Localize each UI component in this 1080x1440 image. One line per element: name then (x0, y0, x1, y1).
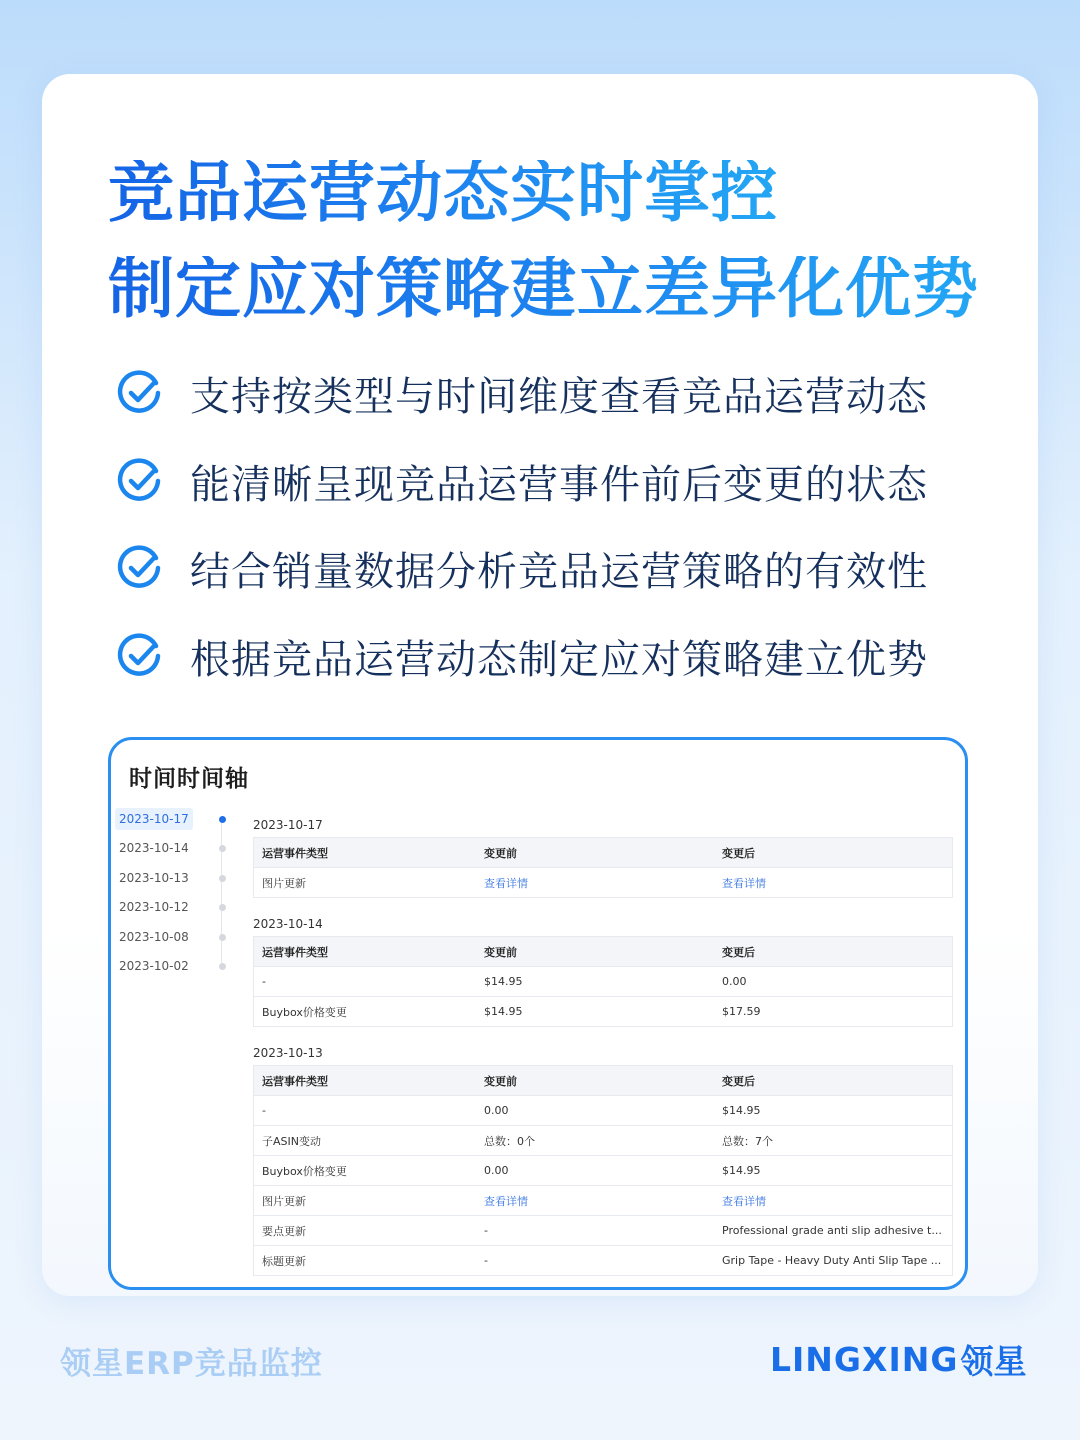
check-circle-icon (116, 369, 164, 417)
feature-text: 能清晰呈现竞品运营事件前后变更的状态 (190, 461, 928, 508)
cell-before: 0.00 (484, 1164, 509, 1177)
timeline-item-2023-10-13[interactable] (115, 867, 215, 889)
cell-type: 要点更新 (262, 1224, 306, 1238)
table-row (253, 1126, 953, 1156)
brand-logo-text-cn: 领星 (960, 1342, 1027, 1381)
headline-line-1: 竞品运营动态实时掌控 (108, 154, 778, 231)
cell-type: 标题更新 (262, 1254, 306, 1268)
footer-product-name: 领星ERP竞品监控 (60, 1346, 323, 1382)
header-before: 变更前 (484, 1074, 517, 1088)
table-header (253, 1065, 953, 1096)
timeline-item-2023-10-14[interactable] (115, 837, 215, 859)
table-row (253, 997, 953, 1027)
timeline-dot (219, 963, 226, 970)
cell-type: - (262, 1104, 266, 1117)
timeline-item-2023-10-08[interactable] (115, 926, 215, 948)
timeline-date: 2023-10-12 (119, 900, 189, 914)
header-before: 变更前 (484, 846, 517, 860)
timeline-dot (219, 845, 226, 852)
check-circle-icon (116, 544, 164, 592)
header-after: 变更后 (722, 846, 755, 860)
table-row (253, 1096, 953, 1126)
header-type: 运营事件类型 (262, 945, 328, 959)
check-circle-icon (116, 457, 164, 505)
table-row (253, 1186, 953, 1216)
timeline-date: 2023-10-17 (115, 808, 193, 830)
feature-item-1 (116, 368, 928, 418)
timeline-dot-active (219, 816, 226, 823)
timeline-item-2023-10-12[interactable] (115, 896, 215, 918)
cell-type: Buybox价格变更 (262, 1005, 347, 1019)
cell-before: $14.95 (484, 1005, 523, 1018)
cell-before: $14.95 (484, 975, 523, 988)
timeline-panel (108, 737, 968, 1290)
timeline-dot (219, 904, 226, 911)
header-type: 运营事件类型 (262, 1074, 328, 1088)
cell-type: Buybox价格变更 (262, 1164, 347, 1178)
table-row (253, 1246, 953, 1276)
table-row (253, 868, 953, 898)
cell-after: 0.00 (722, 975, 747, 988)
cell-type: 子ASIN变动 (262, 1134, 321, 1148)
feature-item-3 (116, 543, 928, 593)
header-after: 变更后 (722, 1074, 755, 1088)
brand-logo-text-en: LINGXING (770, 1340, 959, 1379)
cell-type: 图片更新 (262, 1194, 306, 1208)
cell-after: $14.95 (722, 1164, 761, 1177)
table-row (253, 1156, 953, 1186)
view-details-link[interactable]: 查看详情 (484, 1194, 528, 1208)
check-circle-icon (116, 632, 164, 680)
cell-after: $14.95 (722, 1104, 761, 1117)
header-before: 变更前 (484, 945, 517, 959)
section-date: 2023-10-17 (253, 818, 323, 832)
header-type: 运营事件类型 (262, 846, 328, 860)
section-date: 2023-10-13 (253, 1046, 323, 1060)
brand-logo (770, 1336, 1026, 1383)
timeline-item-2023-10-17[interactable] (115, 808, 215, 830)
table-header (253, 837, 953, 868)
events-table (253, 1065, 953, 1276)
table-row (253, 967, 953, 997)
cell-type: - (262, 975, 266, 988)
feature-text: 结合销量数据分析竞品运营策略的有效性 (190, 548, 928, 595)
timeline-date: 2023-10-13 (119, 871, 189, 885)
feature-text: 根据竞品运营动态制定应对策略建立优势 (190, 636, 928, 683)
timeline-date: 2023-10-08 (119, 930, 189, 944)
feature-text: 支持按类型与时间维度查看竞品运营动态 (190, 373, 928, 420)
timeline-dot (219, 875, 226, 882)
cell-before: 总数：0个 (484, 1134, 535, 1148)
timeline-date: 2023-10-02 (119, 959, 189, 973)
timeline-dot (219, 934, 226, 941)
table-header (253, 936, 953, 967)
feature-item-2 (116, 456, 928, 506)
headline-line-2: 制定应对策略建立差异化优势 (108, 250, 979, 327)
panel-title: 时间时间轴 (129, 766, 249, 792)
cell-before: 0.00 (484, 1104, 509, 1117)
events-table (253, 837, 953, 898)
view-details-link[interactable]: 查看详情 (484, 876, 528, 890)
cell-before: - (484, 1224, 488, 1237)
cell-type: 图片更新 (262, 876, 306, 890)
section-date: 2023-10-14 (253, 917, 323, 931)
table-row (253, 1216, 953, 1246)
cell-after: 总数：7个 (722, 1134, 773, 1148)
events-table (253, 936, 953, 1027)
header-after: 变更后 (722, 945, 755, 959)
cell-after: Professional grade anti slip adhesive t... (722, 1224, 942, 1237)
timeline-item-2023-10-02[interactable] (115, 955, 215, 977)
timeline-line (221, 818, 222, 968)
cell-before: - (484, 1254, 488, 1267)
feature-item-4 (116, 631, 928, 681)
timeline-date: 2023-10-14 (119, 841, 189, 855)
view-details-link[interactable]: 查看详情 (722, 876, 766, 890)
cell-after: Grip Tape - Heavy Duty Anti Slip Tape ... (722, 1254, 942, 1267)
view-details-link[interactable]: 查看详情 (722, 1194, 766, 1208)
cell-after: $17.59 (722, 1005, 761, 1018)
